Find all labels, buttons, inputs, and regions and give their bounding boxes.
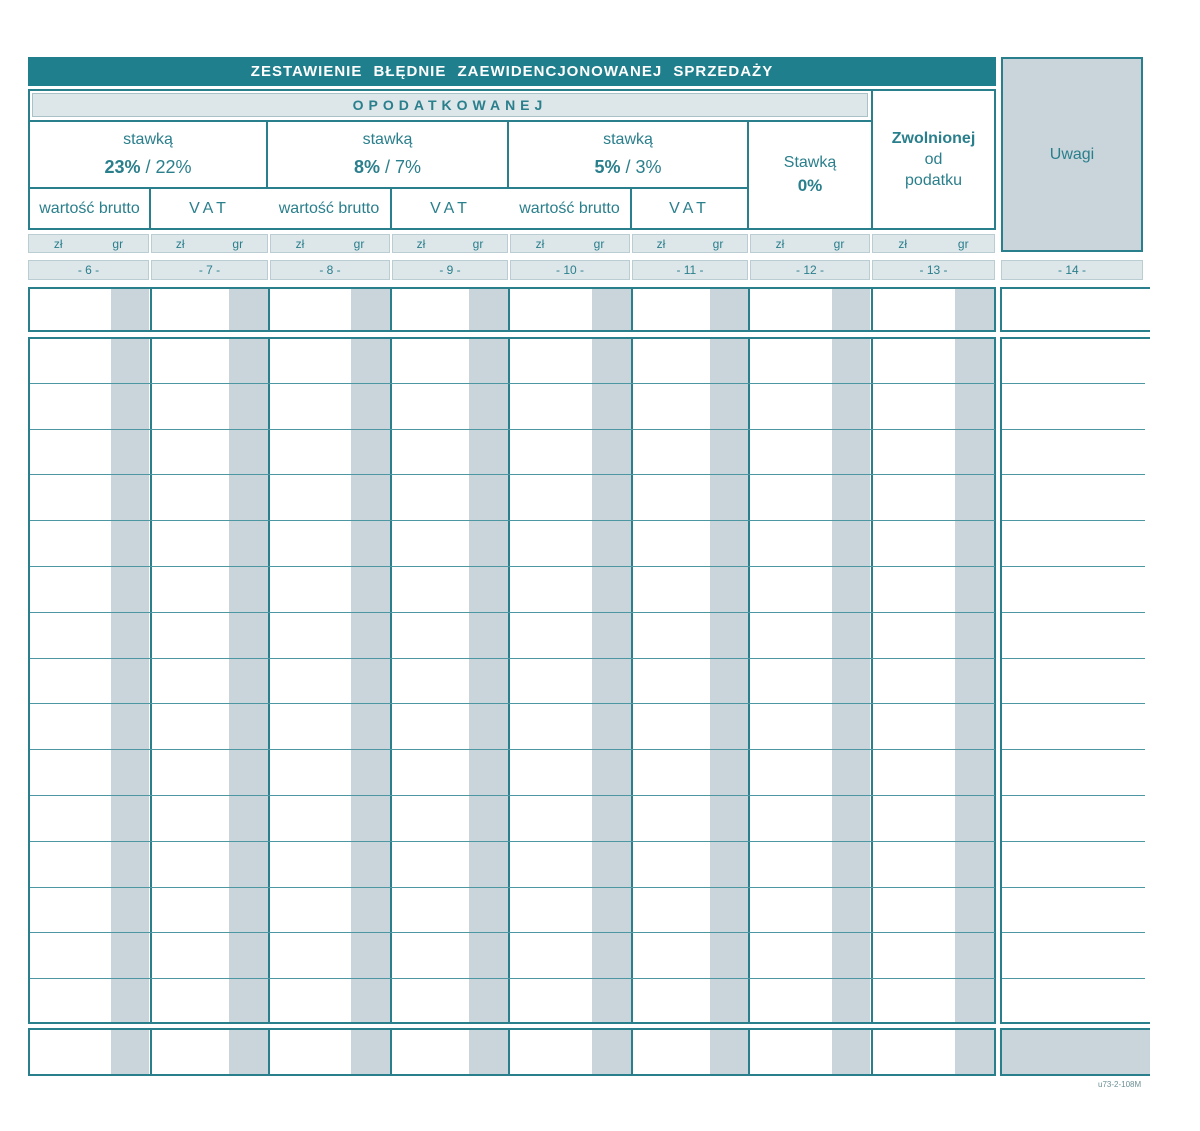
table-row-line: [30, 795, 995, 796]
remarks-row-line: [1002, 383, 1145, 384]
sub-header-brutto-8: wartość brutto: [268, 187, 392, 228]
column-divider: [748, 337, 750, 1024]
sub-header-vat-23: VAT: [151, 187, 268, 228]
zero-rate-header: [749, 120, 871, 228]
table-row-line: [30, 520, 995, 521]
unit-zl: zł: [295, 236, 305, 251]
table-row-line: [30, 887, 995, 888]
table-row-line: [30, 703, 995, 704]
table-row-line: [30, 612, 995, 613]
rate-8-alt: / 7%: [385, 157, 422, 177]
remarks-row-line: [1002, 429, 1145, 430]
unit-zl: zł: [535, 236, 545, 251]
totals-row-block: [28, 1028, 996, 1076]
column-divider: [150, 287, 152, 332]
unit-col-12: [750, 234, 870, 253]
remarks-row-line: [1002, 749, 1145, 750]
column-divider: [871, 337, 873, 1024]
remarks-row-line: [1002, 566, 1145, 567]
exempt-line1: Zwolnionej: [891, 130, 976, 147]
table-row-line: [30, 658, 995, 659]
rate-group-5: [509, 120, 749, 187]
column-divider: [150, 1028, 152, 1076]
table-row-line: [30, 429, 995, 430]
remarks-row-line: [1002, 932, 1145, 933]
body-rows-block: [28, 337, 996, 1024]
rate-8-label: stawką: [362, 131, 413, 148]
unit-zl: zł: [175, 236, 185, 251]
column-divider: [390, 337, 392, 1024]
remarks-row-line: [1002, 520, 1145, 521]
form-title: ZESTAWIENIE BŁĘDNIE ZAEWIDENCJONOWANEJ SPRZEDAŻY: [28, 57, 996, 86]
unit-gr: gr: [833, 236, 845, 251]
column-divider: [748, 287, 750, 332]
table-row-line: [30, 474, 995, 475]
table-row-line: [30, 566, 995, 567]
column-divider: [268, 1028, 270, 1076]
rate-5-label: stawką: [603, 131, 653, 148]
column-number-13: - 13 -: [872, 260, 995, 280]
zero-rate-value: 0%: [797, 176, 823, 195]
table-row-line: [30, 749, 995, 750]
unit-gr: gr: [353, 236, 365, 251]
unit-gr: gr: [112, 236, 124, 251]
unit-zl: zł: [656, 236, 666, 251]
remarks-column-block: [1000, 337, 1150, 1024]
table-row-line: [30, 932, 995, 933]
remarks-column-block: [1000, 1028, 1150, 1076]
column-divider: [508, 1028, 510, 1076]
remarks-header: Uwagi: [1001, 57, 1143, 252]
rate-group-23: [30, 120, 268, 187]
exempt-line2: od: [924, 151, 943, 168]
remarks-row-line: [1002, 658, 1145, 659]
rate-group-8: [268, 120, 509, 187]
unit-gr: gr: [957, 236, 969, 251]
column-divider: [508, 287, 510, 332]
unit-col-6: [28, 234, 149, 253]
unit-zl: zł: [416, 236, 426, 251]
rate-23-alt: / 22%: [145, 157, 192, 177]
unit-col-10: [510, 234, 630, 253]
column-number-12: - 12 -: [750, 260, 870, 280]
sub-header-vat-5: VAT: [632, 187, 749, 228]
column-divider: [748, 1028, 750, 1076]
table-row-line: [30, 841, 995, 842]
rate-5-alt: / 3%: [625, 157, 662, 177]
exempt-header: [871, 89, 996, 230]
unit-col-13: [872, 234, 995, 253]
table-row-line: [30, 978, 995, 979]
remarks-row-line: [1002, 612, 1145, 613]
column-number-9: - 9 -: [392, 260, 508, 280]
remarks-row-line: [1002, 887, 1145, 888]
unit-gr: gr: [593, 236, 605, 251]
column-divider: [150, 337, 152, 1024]
unit-gr: gr: [232, 236, 244, 251]
column-divider: [390, 287, 392, 332]
unit-gr: gr: [472, 236, 484, 251]
column-divider: [268, 287, 270, 332]
column-number-10: - 10 -: [510, 260, 630, 280]
form-code: u73-2-108M: [1098, 1080, 1142, 1089]
remarks-row-line: [1002, 978, 1145, 979]
sub-header-brutto-23: wartość brutto: [30, 187, 151, 228]
column-divider: [871, 287, 873, 332]
unit-col-11: [632, 234, 748, 253]
taxed-section-title: OPODATKOWANEJ: [32, 93, 868, 117]
remarks-row-line: [1002, 474, 1145, 475]
first-row-block: [28, 287, 996, 332]
sub-header-brutto-5: wartość brutto: [509, 187, 632, 228]
unit-col-8: [270, 234, 390, 253]
remarks-row-line: [1002, 841, 1145, 842]
rate-8-main: 8%: [353, 157, 380, 177]
column-divider: [631, 1028, 633, 1076]
unit-col-9: [392, 234, 508, 253]
unit-zl: zł: [775, 236, 785, 251]
rate-5-main: 5%: [594, 157, 621, 177]
table-row-line: [30, 383, 995, 384]
column-number-6: - 6 -: [28, 260, 149, 280]
column-divider: [631, 287, 633, 332]
sub-header-vat-8: VAT: [392, 187, 509, 228]
remarks-row-line: [1002, 795, 1145, 796]
column-divider: [871, 1028, 873, 1076]
column-number-11: - 11 -: [632, 260, 748, 280]
unit-col-7: [151, 234, 268, 253]
column-divider: [631, 337, 633, 1024]
column-number-7: - 7 -: [151, 260, 268, 280]
unit-zl: zł: [53, 236, 63, 251]
column-divider: [390, 1028, 392, 1076]
remarks-column-block: [1000, 287, 1150, 332]
unit-gr: gr: [712, 236, 724, 251]
column-number-8: - 8 -: [270, 260, 390, 280]
column-divider: [268, 337, 270, 1024]
zero-rate-label: Stawką: [783, 154, 837, 171]
remarks-row-line: [1002, 703, 1145, 704]
rate-23-label: stawką: [123, 131, 173, 148]
unit-zl: zł: [898, 236, 908, 251]
rate-23-main: 23%: [104, 157, 141, 177]
column-number-14: - 14 -: [1001, 260, 1143, 280]
exempt-line3: podatku: [905, 172, 962, 189]
column-divider: [508, 337, 510, 1024]
